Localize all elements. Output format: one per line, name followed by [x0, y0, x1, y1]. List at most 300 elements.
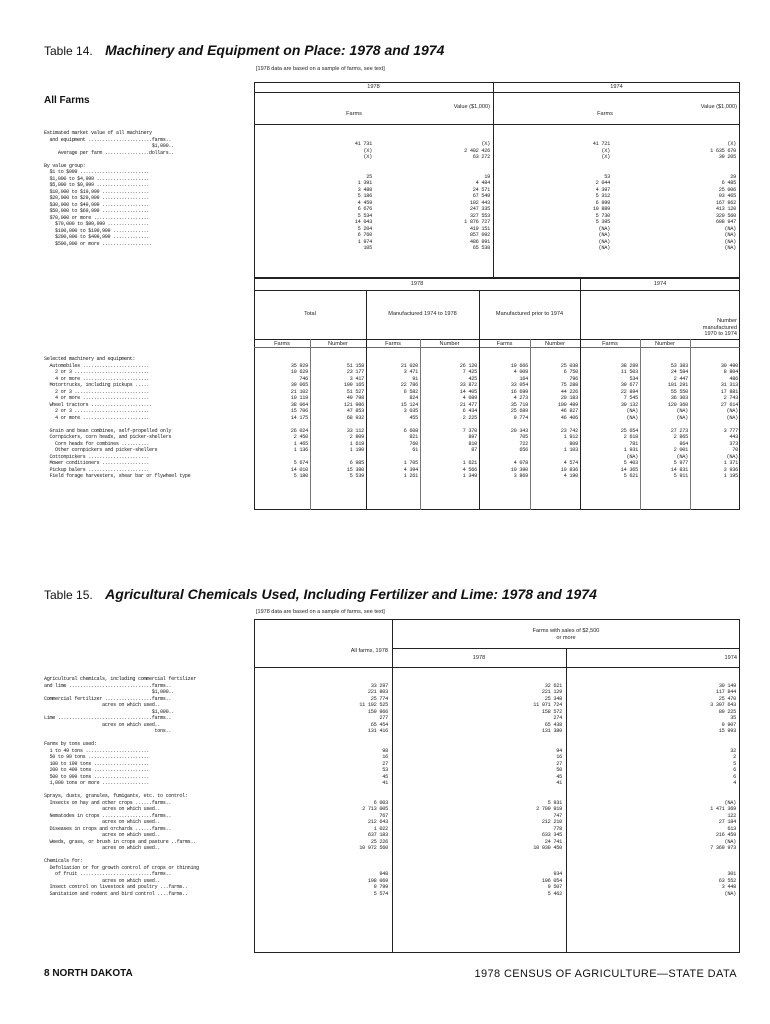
table-cell: 27 273	[670, 427, 688, 434]
table-cell: 19 666	[510, 362, 528, 369]
table-cell: 1 619	[349, 440, 364, 447]
table-cell: 131 380	[541, 728, 562, 734]
table-cell: 33 112	[346, 427, 364, 434]
table-cell: 2 713 005	[362, 806, 388, 812]
table14-upper-stub-row: $200,000 to $499,999 .............	[44, 234, 149, 240]
table14-upper-stub-row: By value group:	[44, 162, 86, 169]
table14-upper-stub-row: $5,000 to $9,999 ...................	[44, 182, 149, 188]
table-cell: 27	[556, 760, 562, 767]
table-cell: 9 907	[721, 721, 736, 728]
table15-note: [1978 data are based on a sample of farms, see text]	[256, 609, 385, 615]
table-cell: 29	[730, 173, 736, 180]
table15-col-1978-values	[496, 676, 562, 897]
table-cell: 39 677	[620, 382, 638, 388]
table14-lower-year-1978: 1978	[410, 281, 424, 287]
table-cell: (NA)	[726, 408, 738, 414]
table-cell: 10 972 560	[359, 845, 388, 851]
table14-upper-year-1974: 1974	[610, 84, 623, 90]
table-cell: 10 930 450	[533, 845, 562, 851]
table-cell: 6 434	[462, 408, 477, 414]
table15-stub-row: 200 to 499 tons ....................	[44, 767, 149, 773]
table-cell: 2 709 919	[536, 806, 562, 812]
table-cell: 301	[727, 871, 736, 877]
table-cell: 15 993	[718, 728, 736, 734]
table-cell: 5 931	[547, 799, 562, 806]
table-cell: 121 986	[343, 401, 364, 408]
table-cell: 760	[409, 440, 418, 447]
table14-lower-stub-row: 2 or 3 ...........................	[44, 369, 149, 375]
table14-upper-stub-row: $100,000 to $199,999 .............	[44, 227, 149, 234]
table14-lower-stub-row: Pickup balers ......................	[44, 466, 149, 473]
table-cell: (X)	[363, 154, 372, 160]
table-cell: 2 001	[673, 447, 688, 453]
table-cell: 6	[733, 767, 736, 773]
table-cell: 102 443	[469, 199, 490, 206]
table-cell: 4 273	[513, 395, 528, 401]
table-cell: 373	[729, 440, 738, 447]
table-cell: 3 936	[723, 466, 738, 473]
table-cell: 9 507	[547, 884, 562, 890]
footer-page-label: 8 NORTH DAKOTA	[44, 968, 133, 979]
table-cell: 1 195	[723, 473, 738, 479]
footer-census-label: 1978 CENSUS OF AGRICULTURE—STATE DATA	[474, 968, 737, 980]
table14-lower-year-1974: 1974	[653, 281, 667, 287]
table-cell: 1 022	[373, 825, 388, 832]
table15-number: Table 15.	[44, 588, 93, 602]
table-cell: 2 450	[293, 434, 308, 440]
table-cell: 33 872	[459, 382, 477, 388]
table-cell: 14 010	[290, 466, 308, 473]
table-cell: 4 566	[462, 466, 477, 473]
table-cell: 32	[730, 747, 736, 754]
table-cell: 212 643	[367, 819, 388, 825]
table-cell: 55 550	[670, 388, 688, 395]
table14-lower-div-a	[310, 339, 311, 510]
table-cell: (X)	[363, 147, 372, 154]
table-cell: 7 370	[462, 427, 477, 434]
table-cell: 6 485	[721, 180, 736, 186]
table-cell: 23 177	[346, 369, 364, 375]
table-cell: 656	[519, 447, 528, 453]
table-cell: 2 865	[673, 434, 688, 440]
table14-lower-stub-row: Automobiles ........................	[44, 362, 149, 369]
table15-stub-row: Lime ..................................farms..	[44, 715, 172, 721]
table-cell: 25	[366, 173, 372, 180]
table-cell: 1 371	[723, 460, 738, 466]
table-cell: 2 447	[673, 375, 688, 382]
table-cell: 15 706	[290, 408, 308, 414]
table-cell: (NA)	[598, 225, 610, 232]
table-cell: (X)	[601, 147, 610, 154]
table15-stub-row: 50 to 99 tons ......................	[44, 754, 149, 760]
table15-stub-row: Sanitation and rodent and bird control ....farms..	[44, 890, 188, 897]
table-cell: 5 395	[595, 219, 610, 225]
table-cell: 6 676	[357, 206, 372, 212]
table-cell: (NA)	[598, 232, 610, 238]
table-cell: 1 705	[403, 460, 418, 466]
table-cell: 16	[556, 754, 562, 760]
table-cell: 4 089	[462, 395, 477, 401]
table15-col-1978: 1978	[472, 655, 486, 661]
table-cell: 122	[727, 812, 736, 819]
table-cell: 17 881	[720, 388, 738, 395]
table-cell: 159 966	[367, 708, 388, 715]
table-cell: 25 470	[718, 695, 736, 702]
table15-title	[44, 586, 597, 604]
table-cell: 24 571	[472, 186, 490, 193]
table-cell: 534	[629, 375, 638, 382]
table-cell: 7 369 973	[710, 845, 736, 851]
table14-lower-stub-row: 2 or 3 ...........................	[44, 388, 149, 395]
table-cell: (NA)	[724, 890, 736, 897]
table-cell: 277	[379, 715, 388, 721]
table14-lower-stub-row: Cottonpickers ......................	[44, 453, 149, 460]
table-cell: 109 165	[343, 382, 364, 388]
table-cell: 1 190	[349, 447, 364, 453]
table-cell: 10 390	[510, 466, 528, 473]
table14-lower-stub-row: Grain and bean combines, self-propelled only	[44, 427, 172, 434]
table-cell: 33 297	[370, 682, 388, 689]
table14-lower-stub	[44, 356, 190, 480]
table-cell: 1 876 727	[464, 219, 490, 225]
table-cell: 20 343	[510, 427, 528, 434]
table-cell: 864	[679, 440, 688, 447]
table14-lower-col-9	[690, 356, 738, 480]
table-cell: 70	[732, 447, 738, 453]
table-cell: 6 582	[403, 388, 418, 395]
table14-lower-col-3	[366, 356, 418, 480]
table-cell: 44 226	[560, 388, 578, 395]
table-cell: 25 038	[560, 362, 578, 369]
table-cell: 21 020	[400, 362, 418, 369]
table-cell: 821	[409, 434, 418, 440]
table-cell: (NA)	[726, 414, 738, 421]
table-cell: 824	[409, 395, 418, 401]
table-cell: 167 862	[715, 199, 736, 206]
table14-lower-mfg-prior: Manufactured prior to 1974	[495, 311, 564, 317]
table-cell: 198 069	[367, 877, 388, 884]
table-cell: 14 405	[459, 388, 477, 395]
table-cell: 6	[733, 773, 736, 780]
table14-lower-col-6	[530, 356, 578, 480]
table15-stub-row: 100 to 199 tons ....................	[44, 760, 149, 767]
table-cell: 2 618	[623, 434, 638, 440]
table14-lower-stub-row: Cornpickers, corn heads, and picker-shellers	[44, 434, 172, 440]
table-cell: 6 760	[357, 232, 372, 238]
table-cell: 26 120	[459, 362, 477, 369]
table14-lower-div-1974	[580, 278, 581, 510]
table-cell: 5 977	[673, 460, 688, 466]
table-cell: 41	[556, 780, 562, 786]
table-cell: (NA)	[676, 414, 688, 421]
table-cell: 14 365	[620, 466, 638, 473]
table-cell: 89 225	[718, 708, 736, 715]
table15-stub-row: Defoliation or for growth control of crops or thinning	[44, 864, 199, 871]
table-cell: 2	[733, 754, 736, 760]
table-cell: 613	[727, 825, 736, 832]
table-cell: 4 190	[563, 473, 578, 479]
table-cell: 6 608	[403, 427, 418, 434]
table-cell: 9 774	[513, 414, 528, 421]
table-cell: 746	[299, 375, 308, 382]
table-cell: 98	[382, 747, 388, 754]
table15-div-1974	[566, 648, 567, 953]
table-cell: 53 383	[670, 362, 688, 369]
table15-stub-row: acres on which used..	[44, 819, 161, 825]
table-cell: 221 129	[541, 689, 562, 695]
table-cell: 2 402 426	[464, 147, 490, 154]
table-cell: 1 261	[403, 473, 418, 479]
table-cell: 53	[382, 767, 388, 773]
table-cell: 7 545	[623, 395, 638, 401]
table-cell: 39 205	[718, 154, 736, 160]
table-cell: 5 204	[357, 225, 372, 232]
table-cell: 158 572	[541, 708, 562, 715]
table15-hdr-line2	[254, 667, 740, 668]
table-cell: 32 621	[544, 682, 562, 689]
table14-sub-farms-3: Farms	[496, 341, 513, 347]
table15-stub-row: and lime ..............................farms..	[44, 682, 172, 689]
table-cell: 6 985	[349, 460, 364, 466]
table-cell: 15 380	[346, 466, 364, 473]
table-cell: 24 741	[544, 838, 562, 845]
table15-stub-row: 500 to 999 tons ....................	[44, 773, 149, 780]
table-cell: 117 844	[715, 689, 736, 695]
table-cell: 51 527	[346, 388, 364, 395]
table-cell: 2 044	[595, 180, 610, 186]
table-cell: 274	[553, 715, 562, 721]
table-cell: 425	[468, 375, 477, 382]
table-cell: 39 132	[620, 401, 638, 408]
table-cell: 68 932	[346, 414, 364, 421]
table14-sub-farms-1: Farms	[274, 341, 290, 347]
table-cell: (NA)	[726, 453, 738, 460]
table15-name: Agricultural Chemicals Used, Including Fertilizer and Lime: 1978 and 1974	[105, 586, 597, 602]
table14-lower-col-7	[582, 356, 638, 480]
table-cell: 10 629	[290, 369, 308, 375]
table-cell: 27	[382, 760, 388, 767]
table-cell: 27 614	[720, 401, 738, 408]
table-cell: 1 635 670	[710, 147, 736, 154]
table-cell: 1 103	[563, 447, 578, 453]
table15-stub-row: Chemicals for:	[44, 858, 83, 864]
table-cell: 4 394	[403, 466, 418, 473]
table14-col-farms-1974: Farms	[597, 111, 613, 117]
table14-sub-number-3: Number	[545, 341, 565, 347]
table-cell: (X)	[727, 141, 736, 147]
table-cell: 8 804	[723, 369, 738, 375]
table-cell: 11 102 525	[359, 702, 388, 708]
table14-upper-hdr-line1	[254, 92, 740, 93]
table14-lower-stub-row: Corn heads for combines ..........	[44, 440, 149, 447]
table15-col-group: Farms with sales of $2,500 or more	[532, 628, 600, 641]
table-cell: 11 503	[620, 369, 638, 375]
table-cell: 948	[379, 871, 388, 877]
table-cell: (NA)	[676, 408, 688, 414]
table14-upper-stub-row: $30,000 to $49,999 .................	[44, 201, 149, 208]
table14-number: Table 14.	[44, 44, 93, 58]
table-cell: 722	[519, 440, 528, 447]
table-cell: 25 774	[370, 695, 388, 702]
table-cell: 4 078	[513, 460, 528, 466]
table14-lower-total: Total	[304, 311, 316, 317]
table-cell: 5 911	[673, 473, 688, 479]
table-cell: 25 226	[370, 838, 388, 845]
table-cell: 2 809	[349, 434, 364, 440]
table-cell: 5 534	[357, 212, 372, 219]
table-cell: 25 006	[718, 186, 736, 193]
table14-lower-hdr-line2	[254, 339, 740, 340]
table-cell: (NA)	[724, 245, 736, 251]
table-cell: 5 621	[623, 473, 638, 479]
table14-name: Machinery and Equipment on Place: 1978 and 1974	[105, 42, 445, 58]
table-cell: 16 699	[510, 388, 528, 395]
table-cell: 75 288	[560, 382, 578, 388]
table-cell: 120 360	[667, 401, 688, 408]
table-cell: 27 184	[718, 819, 736, 825]
table-cell: 10 119	[290, 395, 308, 401]
table-cell: 455	[409, 414, 418, 421]
table-cell: 49 798	[346, 395, 364, 401]
table14-upper-stub-row: $1 to $999 .........................	[44, 169, 149, 175]
table-cell: 633 345	[541, 832, 562, 838]
table15-col-1974-values	[668, 676, 736, 897]
table14-upper-stub-row: $50,000 to $69,999 .................	[44, 208, 149, 214]
table15-stub-row: 1 to 49 tons .......................	[44, 747, 149, 754]
table-cell: 1 349	[462, 473, 477, 479]
table15-div-all	[392, 619, 393, 953]
table14-upper-stub-row: $1,000..	[44, 143, 174, 149]
table14-note: [1978 data are based on a sample of farms, see text]	[256, 66, 385, 72]
table-cell: 9 799	[373, 884, 388, 890]
table-cell: 25 348	[544, 695, 562, 702]
table-cell: 5 539	[349, 473, 364, 479]
all-farms-heading: All Farms	[44, 95, 90, 106]
table14-lower-stub-row: 4 or more ........................	[44, 414, 149, 421]
table14-upper-stub-row: Estimated market value of all machinery	[44, 130, 152, 136]
table-cell: 796	[569, 375, 578, 382]
table14-upper-stub-row: and equipment .......................farms..	[44, 136, 172, 143]
table-cell: 67 549	[472, 193, 490, 199]
table-cell: 747	[553, 812, 562, 819]
table14-lower-stub-row: Field forage harvesters, shear bar or flywheel type	[44, 473, 191, 479]
table-cell: 2 225	[462, 414, 477, 421]
table-cell: 21 102	[290, 388, 308, 395]
table15-stub-row: Weeds, grass, or brush in crops and pasture ..farms..	[44, 838, 196, 845]
table14-lower-stub-row: Mower conditioners .................	[44, 460, 149, 466]
table-cell: 30 149	[718, 682, 736, 689]
table-cell: 14 831	[670, 466, 688, 473]
table14-upper-stub-row: $10,000 to $19,999 .................	[44, 188, 149, 195]
table-cell: 767	[379, 812, 388, 819]
table-cell: 93 465	[718, 193, 736, 199]
table-cell: 131 416	[367, 728, 388, 734]
table-cell: 87	[471, 447, 477, 453]
table-cell: 47 853	[346, 408, 364, 414]
table-cell: 51 158	[346, 362, 364, 369]
table15-stub-row: 1,000 tons or more .................	[44, 780, 149, 786]
table14-lower-col-1	[256, 356, 308, 480]
table15-stub-row: Agricultural chemicals, including commercial fertilizer	[44, 676, 196, 682]
table14-col-value-1978: Value ($1,000)	[453, 104, 490, 110]
table-cell: 11 071 724	[533, 702, 562, 708]
table-cell: 443	[729, 434, 738, 440]
table-cell: (NA)	[598, 238, 610, 245]
table14-sub-number-1: Number	[328, 341, 348, 347]
table-cell: 35 719	[510, 401, 528, 408]
table-cell: 41	[382, 780, 388, 786]
table-cell: (NA)	[598, 245, 610, 251]
table14-lower-stub-row: Other cornpickers and picker-shellers	[44, 447, 158, 453]
table-cell: 1 931	[623, 447, 638, 453]
table15-stub-row: Commercial fertilizer .................farms..	[44, 695, 172, 702]
table14-upper-stub-row: $70,000 or more ....................	[44, 214, 149, 221]
table-cell: 1 391	[357, 180, 372, 186]
table-cell: 857 092	[469, 232, 490, 238]
table-cell: 4 459	[357, 199, 372, 206]
table-cell: 4 397	[595, 186, 610, 193]
table15-stub-row: acres on which used..	[44, 702, 161, 708]
table-cell: 320 560	[715, 212, 736, 219]
table-cell: 3 471	[403, 369, 418, 375]
table-cell: 26 024	[290, 427, 308, 434]
table14-lower-mfg-1974-78: Manufactured 1974 to 1978	[388, 311, 457, 317]
table14-upper-stub-row: Average per farm ................dollars..	[44, 149, 174, 156]
table-cell: 413 120	[715, 206, 736, 212]
table14-lower-stub-row: Wheel tractors ......................	[44, 401, 152, 408]
table-cell: 1 465	[293, 440, 308, 447]
table-cell: 35 929	[290, 362, 308, 369]
table14-lower-stub-row: Selected machinery and equipment:	[44, 356, 136, 362]
table-cell: 61	[412, 447, 418, 453]
table-cell: 15 124	[400, 401, 418, 408]
table15-stub-row: Farms by tons used:	[44, 741, 97, 747]
table-cell: 778	[553, 825, 562, 832]
table-cell: 50	[556, 767, 562, 773]
table-cell: 100 489	[557, 401, 578, 408]
table14-sub-farms-4: Farms	[602, 341, 618, 347]
table14-upper-divider	[493, 82, 494, 278]
table14-sub-number-4: Number	[655, 341, 675, 347]
table14-col-farms-1978: Farms	[346, 111, 362, 117]
table-cell: 35	[730, 715, 736, 721]
table-cell: 10 889	[592, 206, 610, 212]
table-cell: 486 991	[469, 238, 490, 245]
table-cell: 5 462	[547, 890, 562, 897]
table-cell: 7 425	[462, 369, 477, 375]
table-cell: 5	[733, 760, 736, 767]
table-cell: 5 574	[373, 890, 388, 897]
table-cell: 781	[629, 440, 638, 447]
table-cell: 5 186	[357, 193, 372, 199]
table15-stub-row: acres on which used..	[44, 806, 161, 812]
table15-stub-row: Insects on hay and other crops ......farms..	[44, 799, 172, 806]
table-cell: 14 175	[290, 414, 308, 421]
table14-lower-hdr-line1	[254, 290, 740, 291]
table-cell: 608 947	[715, 219, 736, 225]
table14-upper-stub-row: $20,000 to $29,999 .................	[44, 195, 149, 201]
table-cell: 39 065	[290, 382, 308, 388]
table-cell: 3 417	[349, 375, 364, 382]
table14-upper-hdr-line2	[254, 124, 740, 125]
table14-col-value-1974: Value ($1,000)	[700, 104, 737, 110]
table-cell: 19	[484, 173, 490, 180]
table-cell: 3 035	[403, 408, 418, 414]
table-cell: 31 313	[720, 382, 738, 388]
table-cell: 6 750	[563, 369, 578, 375]
table14-lower-stub-row: 4 or more ........................	[44, 395, 149, 401]
table-cell: 419 151	[469, 225, 490, 232]
